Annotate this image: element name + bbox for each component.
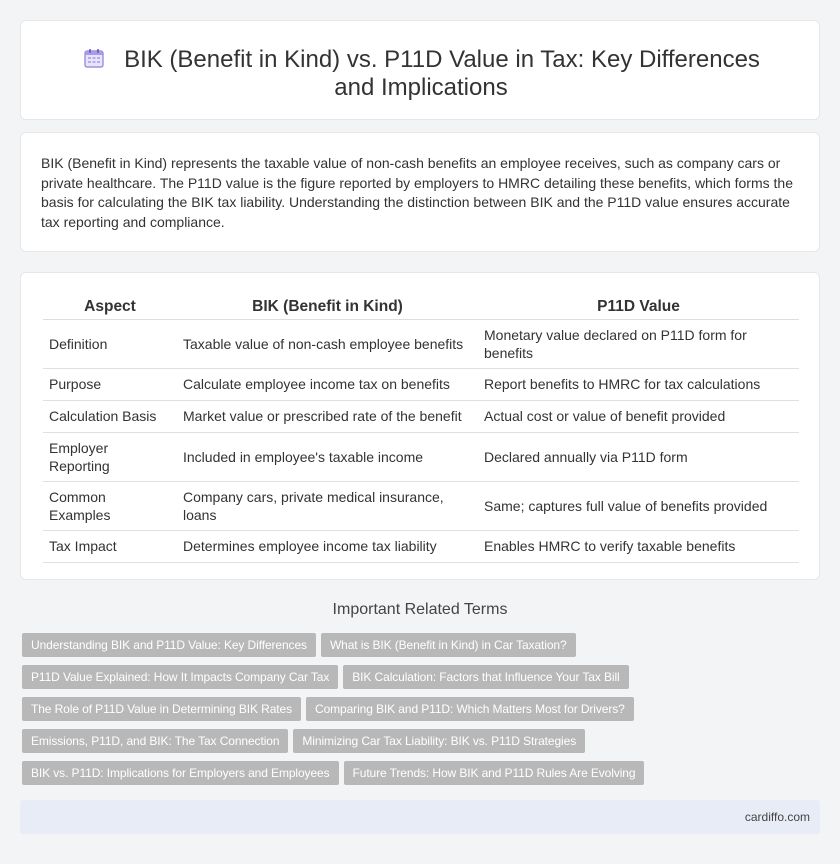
table-cell: Report benefits to HMRC for tax calculations [478,368,799,400]
table-cell: Enables HMRC to verify taxable benefits [478,530,799,562]
table-cell: Company cars, private medical insurance, loans [177,481,478,530]
comparison-table-card [20,272,820,580]
table-cell: Actual cost or value of benefit provided [478,400,799,432]
table-cell: Taxable value of non-cash employee benefits [177,319,478,368]
title-wrap [61,46,781,102]
table-cell: Employer Reporting [43,432,177,481]
table-cell: Declared annually via P11D form [478,432,799,481]
table-cell: Calculate employee income tax on benefits [177,368,478,400]
tag-row [22,633,662,665]
related-term-link[interactable]: P11D Value Explained: How It Impacts Company Car Tax [22,665,338,689]
intro-paragraph: BIK (Benefit in Kind) represents the taxable value of non-cash benefits an employee receives, such as company cars or private healthcare. The P11D value is the figure reported by employers to HMRC detailing these benefits, which forms the basis for calculating the BIK tax liability. Understanding the distinction between BIK and the P11D value ensures accurate tax reporting and compliance. [41,155,793,230]
tag-row [22,729,662,761]
column-header-aspect: Aspect [43,295,177,319]
table-row [43,432,799,481]
table-cell: Purpose [43,368,177,400]
column-header-bik: BIK (Benefit in Kind) [177,295,478,319]
table-row [43,319,799,368]
table-cell: Included in employee's taxable income [177,432,478,481]
table-row [43,400,799,432]
table-cell: Calculation Basis [43,400,177,432]
related-term-link[interactable]: Emissions, P11D, and BIK: The Tax Connection [22,729,288,753]
tag-row [22,761,662,793]
table-row [43,368,799,400]
table-cell: Market value or prescribed rate of the benefit [177,400,478,432]
intro-card [20,132,820,252]
header-card [20,20,820,120]
related-term-link[interactable]: Understanding BIK and P11D Value: Key Differences [22,633,316,657]
related-term-link[interactable]: BIK vs. P11D: Implications for Employers and Employees [22,761,339,785]
table-cell: Determines employee income tax liability [177,530,478,562]
related-term-link[interactable]: What is BIK (Benefit in Kind) in Car Taxation? [321,633,576,657]
related-terms-heading: Important Related Terms [332,601,508,618]
table-cell: Definition [43,319,177,368]
table-row [43,481,799,530]
table-header-row [43,295,799,319]
calendar-icon [82,46,106,70]
table-cell: Common Examples [43,481,177,530]
related-term-link[interactable]: Minimizing Car Tax Liability: BIK vs. P11D Strategies [293,729,585,753]
table-cell: Tax Impact [43,530,177,562]
footer-site-link[interactable]: cardiffo.com [744,810,810,824]
page-title-text: BIK (Benefit in Kind) vs. P11D Value in Tax: Key Differences and Implications [124,46,760,101]
footer-bar [20,800,820,834]
table-row [43,530,799,562]
related-term-link[interactable]: The Role of P11D Value in Determining BIK Rates [22,697,301,721]
related-term-link[interactable]: Comparing BIK and P11D: Which Matters Most for Drivers? [306,697,634,721]
related-terms-tags [22,633,662,793]
related-term-link[interactable]: Future Trends: How BIK and P11D Rules Are Evolving [344,761,645,785]
column-header-p11d: P11D Value [478,295,799,319]
related-term-link[interactable]: BIK Calculation: Factors that Influence Your Tax Bill [343,665,628,689]
comparison-table [43,295,799,563]
tag-row [22,697,662,729]
table-cell: Same; captures full value of benefits provided [478,481,799,530]
page-title [61,46,781,102]
tag-row [22,665,662,697]
table-cell: Monetary value declared on P11D form for benefits [478,319,799,368]
